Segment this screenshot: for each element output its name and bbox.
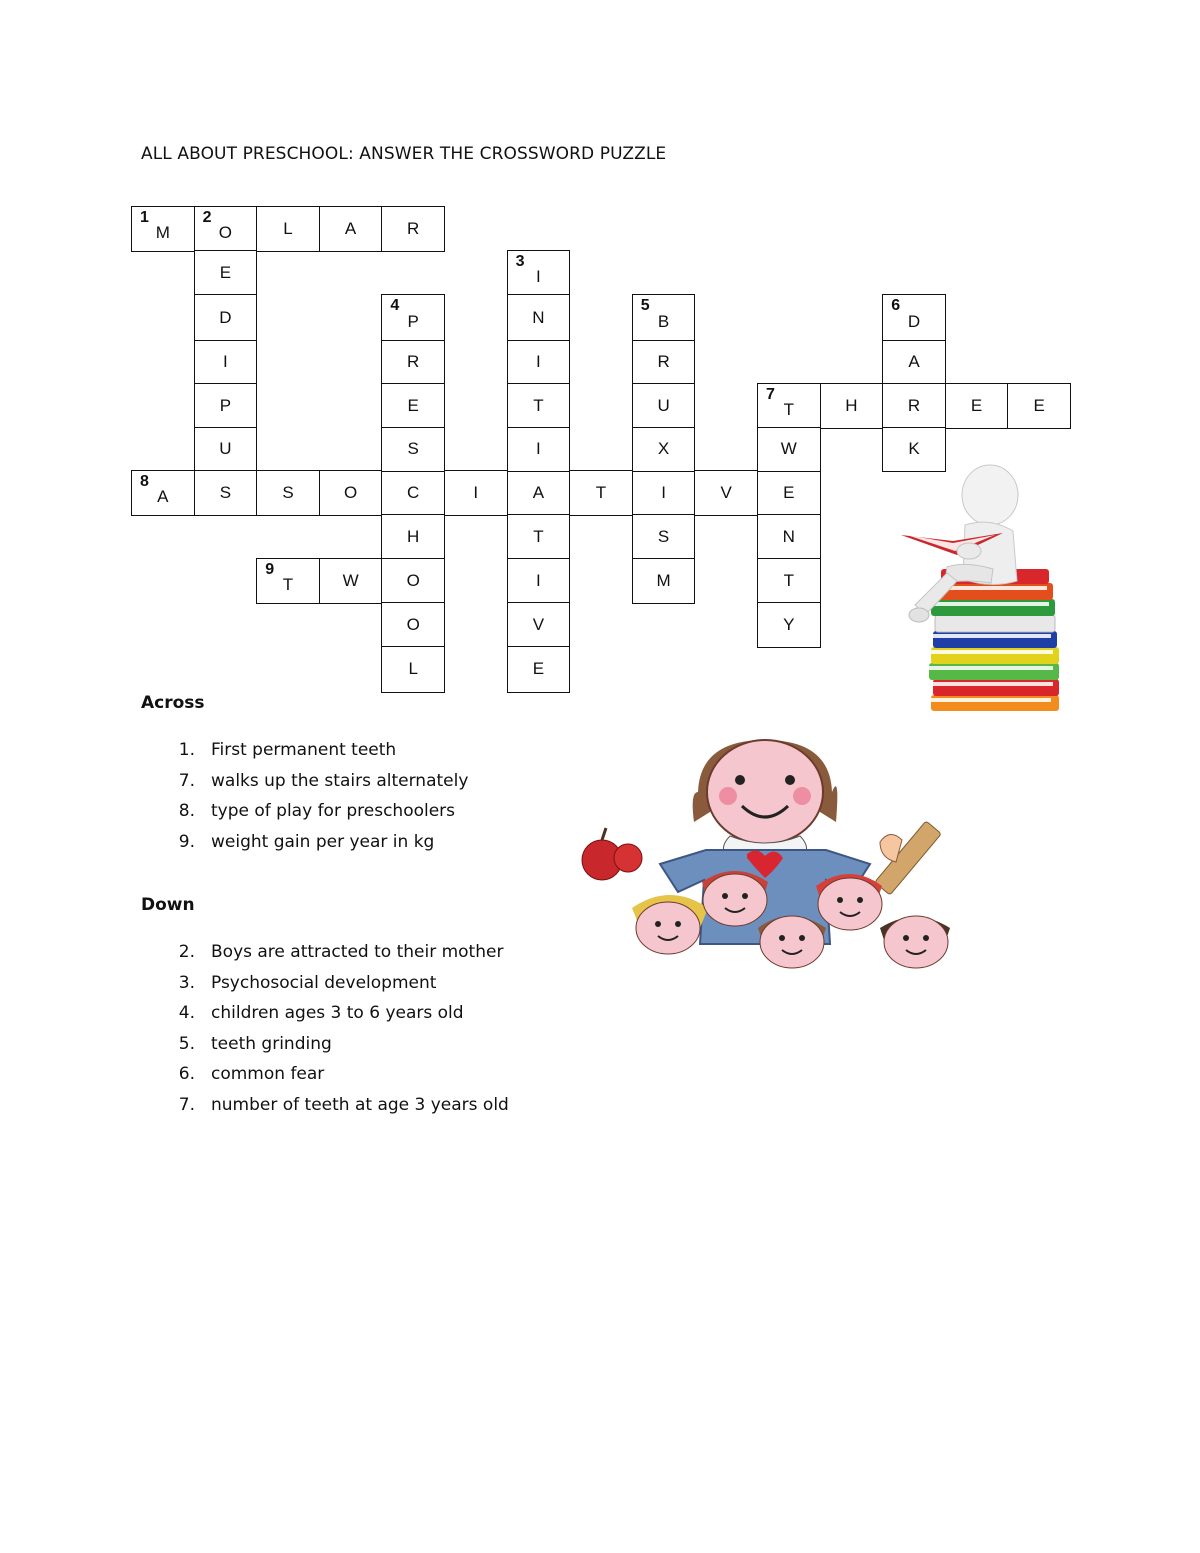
cell-letter: T bbox=[783, 399, 794, 419]
crossword-cell bbox=[194, 340, 258, 385]
crossword-cell bbox=[507, 340, 571, 385]
cell-letter: H bbox=[845, 395, 858, 415]
crossword-cell bbox=[632, 383, 696, 429]
crossword-cell bbox=[882, 294, 946, 342]
cell-letter: I bbox=[536, 570, 541, 590]
cell-letter: C bbox=[407, 482, 420, 502]
reader-on-books-illustration bbox=[895, 455, 1065, 717]
crossword-cell bbox=[945, 383, 1009, 429]
list-item bbox=[141, 766, 468, 797]
crossword-cell bbox=[507, 383, 571, 429]
clue-number-label: 7 bbox=[766, 386, 775, 403]
cell-letter: I bbox=[536, 439, 541, 459]
crossword-cell bbox=[194, 206, 258, 252]
crossword-cell bbox=[1007, 383, 1071, 429]
across-list bbox=[141, 735, 468, 857]
crossword-cell bbox=[444, 470, 508, 516]
down-clues bbox=[141, 895, 509, 1120]
list-item bbox=[141, 998, 509, 1029]
cell-letter: E bbox=[970, 395, 983, 415]
cell-letter: E bbox=[407, 395, 419, 415]
crossword-cell bbox=[381, 470, 445, 516]
crossword-cell bbox=[694, 470, 758, 516]
cell-letter: D bbox=[219, 307, 232, 327]
cell-letter: L bbox=[408, 659, 418, 679]
crossword-cell bbox=[256, 470, 320, 516]
crossword-cell bbox=[882, 383, 946, 429]
cell-letter: A bbox=[344, 218, 357, 238]
crossword-cell bbox=[319, 558, 383, 604]
clue-number: 8. bbox=[178, 801, 195, 822]
cell-letter: U bbox=[657, 395, 670, 415]
clue-number-label: 9 bbox=[265, 561, 275, 578]
crossword-cell bbox=[507, 250, 571, 296]
cell-letter: Y bbox=[783, 614, 795, 634]
cell-letter: I bbox=[661, 482, 666, 502]
clue-number-label: 6 bbox=[891, 297, 901, 314]
across-clues bbox=[141, 693, 468, 857]
crossword-cell bbox=[381, 340, 445, 385]
cell-letter: D bbox=[907, 311, 921, 331]
child-face-icon bbox=[816, 874, 882, 930]
cell-letter: X bbox=[657, 439, 670, 459]
cell-letter: T bbox=[533, 526, 544, 546]
crossword-cell bbox=[381, 514, 445, 560]
cell-letter: E bbox=[532, 659, 545, 679]
crossword-cell bbox=[381, 383, 445, 429]
cell-letter: A bbox=[157, 486, 169, 506]
across-heading: Across bbox=[141, 693, 205, 713]
clue-number: 5. bbox=[178, 1033, 195, 1054]
children-clipart-illustration bbox=[580, 732, 975, 982]
cell-letter: W bbox=[342, 570, 359, 590]
clue-text: walks up the stairs alternately bbox=[211, 770, 469, 791]
cell-letter: T bbox=[783, 570, 794, 590]
cell-letter: K bbox=[908, 439, 920, 459]
cell-letter: M bbox=[656, 570, 671, 590]
cell-letter: T bbox=[282, 574, 294, 594]
clue-text: Boys are attracted to their mother bbox=[211, 942, 504, 963]
apple-icon bbox=[582, 828, 642, 880]
crossword-cell bbox=[757, 470, 821, 516]
crossword-cell bbox=[381, 427, 445, 472]
clue-number-label: 8 bbox=[140, 473, 149, 490]
child-face-icon bbox=[880, 916, 950, 968]
crossword-cell bbox=[381, 294, 445, 342]
cell-letter: U bbox=[219, 439, 232, 459]
clue-text: First permanent teeth bbox=[211, 740, 397, 761]
list-item bbox=[141, 1059, 509, 1090]
clue-number: 9. bbox=[178, 831, 195, 852]
crossword-cell bbox=[319, 206, 383, 252]
cell-letter: S bbox=[657, 526, 670, 546]
crossword-cell bbox=[507, 294, 571, 342]
crossword-cell bbox=[820, 383, 884, 429]
cell-letter: V bbox=[720, 482, 732, 502]
clue-text: children ages 3 to 6 years old bbox=[211, 1003, 464, 1024]
down-list bbox=[141, 937, 509, 1120]
cell-letter: A bbox=[532, 482, 545, 502]
clue-number: 7. bbox=[178, 770, 195, 791]
clue-number-label: 3 bbox=[515, 253, 525, 270]
clue-number-label: 2 bbox=[202, 209, 212, 226]
clue-number: 7. bbox=[178, 1094, 195, 1115]
cell-letter: R bbox=[407, 218, 420, 238]
clue-number: 6. bbox=[178, 1064, 195, 1085]
cell-letter: H bbox=[407, 526, 420, 546]
crossword-cell bbox=[381, 206, 445, 252]
cell-letter: O bbox=[218, 222, 232, 242]
clue-text: type of play for preschoolers bbox=[211, 801, 456, 822]
cell-letter: R bbox=[407, 352, 420, 372]
clue-text: common fear bbox=[211, 1064, 325, 1085]
cell-letter: I bbox=[473, 482, 479, 502]
crossword-cell bbox=[569, 470, 633, 516]
page-title: ALL ABOUT PRESCHOOL: ANSWER THE CROSSWORD PUZZLE bbox=[141, 144, 667, 164]
cell-letter: O bbox=[406, 614, 420, 634]
crossword-cell bbox=[507, 470, 571, 516]
down-heading: Down bbox=[141, 895, 195, 915]
crossword-cell bbox=[757, 427, 821, 472]
crossword-cell bbox=[882, 340, 946, 385]
crossword-cell bbox=[507, 558, 571, 604]
crossword-cell bbox=[194, 470, 258, 516]
cell-letter: O bbox=[343, 482, 358, 502]
crossword-cell bbox=[757, 383, 821, 429]
list-item bbox=[141, 735, 468, 766]
cell-letter: T bbox=[595, 482, 607, 502]
cell-letter: T bbox=[533, 395, 544, 415]
ruler-icon bbox=[875, 821, 942, 895]
cell-letter: M bbox=[155, 222, 170, 242]
clue-number-label: 1 bbox=[140, 209, 149, 226]
cell-letter: I bbox=[536, 266, 541, 286]
list-item bbox=[141, 827, 468, 858]
cell-letter: V bbox=[532, 614, 545, 634]
child-face-icon bbox=[632, 895, 708, 954]
crossword-cell bbox=[757, 558, 821, 604]
cell-letter: E bbox=[783, 482, 795, 502]
child-face-icon bbox=[758, 916, 826, 968]
cell-letter: P bbox=[219, 395, 232, 415]
crossword-cell bbox=[194, 250, 258, 296]
crossword-cell bbox=[194, 427, 258, 472]
crossword-cell bbox=[256, 206, 320, 252]
crossword-cell bbox=[632, 340, 696, 385]
crossword-cell bbox=[632, 294, 696, 342]
crossword-cell bbox=[319, 470, 383, 516]
crossword-cell bbox=[507, 514, 571, 560]
list-item bbox=[141, 937, 509, 968]
cell-letter: I bbox=[223, 352, 228, 372]
cell-letter: R bbox=[907, 395, 921, 415]
cell-letter: N bbox=[532, 307, 545, 327]
crossword-cell bbox=[757, 514, 821, 560]
cell-letter: I bbox=[536, 352, 541, 372]
clue-number-label: 4 bbox=[390, 297, 400, 314]
crossword-cell bbox=[381, 646, 445, 693]
crossword-cell bbox=[381, 602, 445, 648]
crossword-cell bbox=[131, 470, 195, 516]
crossword-cell bbox=[256, 558, 320, 604]
crossword-cell bbox=[632, 514, 696, 560]
cell-letter: N bbox=[782, 526, 795, 546]
crossword-cell bbox=[381, 558, 445, 604]
cell-letter: R bbox=[657, 352, 670, 372]
clue-number: 2. bbox=[178, 942, 195, 963]
list-item bbox=[141, 968, 509, 999]
clue-text: Psychosocial development bbox=[211, 972, 437, 993]
list-item bbox=[141, 1029, 509, 1060]
crossword-cell bbox=[194, 294, 258, 342]
crossword-cell bbox=[507, 646, 571, 693]
clue-text: teeth grinding bbox=[211, 1033, 332, 1054]
cell-letter: O bbox=[406, 570, 420, 590]
crossword-cell bbox=[632, 427, 696, 472]
crossword-cell bbox=[632, 558, 696, 604]
cell-letter: S bbox=[407, 439, 419, 459]
list-item bbox=[141, 796, 468, 827]
cell-letter: E bbox=[219, 262, 232, 282]
crossword-cell bbox=[757, 602, 821, 648]
clue-number-label: 5 bbox=[640, 297, 650, 314]
cell-letter: P bbox=[407, 311, 419, 331]
clue-number: 3. bbox=[178, 972, 195, 993]
cell-letter: S bbox=[282, 482, 294, 502]
cell-letter: S bbox=[219, 482, 232, 502]
clue-text: weight gain per year in kg bbox=[211, 831, 435, 852]
cell-letter: W bbox=[780, 439, 797, 459]
crossword-cell bbox=[507, 427, 571, 472]
list-item bbox=[141, 1090, 509, 1121]
cell-letter: B bbox=[657, 311, 670, 331]
crossword-cell bbox=[194, 383, 258, 429]
crossword-cell bbox=[131, 206, 195, 252]
clue-text: number of teeth at age 3 years old bbox=[211, 1094, 509, 1115]
crossword-cell bbox=[632, 470, 696, 516]
cell-letter: A bbox=[908, 352, 920, 372]
cell-letter: L bbox=[283, 218, 293, 238]
clue-number: 1. bbox=[178, 740, 195, 761]
clue-number: 4. bbox=[178, 1003, 195, 1024]
crossword-cell bbox=[507, 602, 571, 648]
cell-letter: E bbox=[1033, 395, 1045, 415]
child-face-icon bbox=[702, 871, 768, 926]
